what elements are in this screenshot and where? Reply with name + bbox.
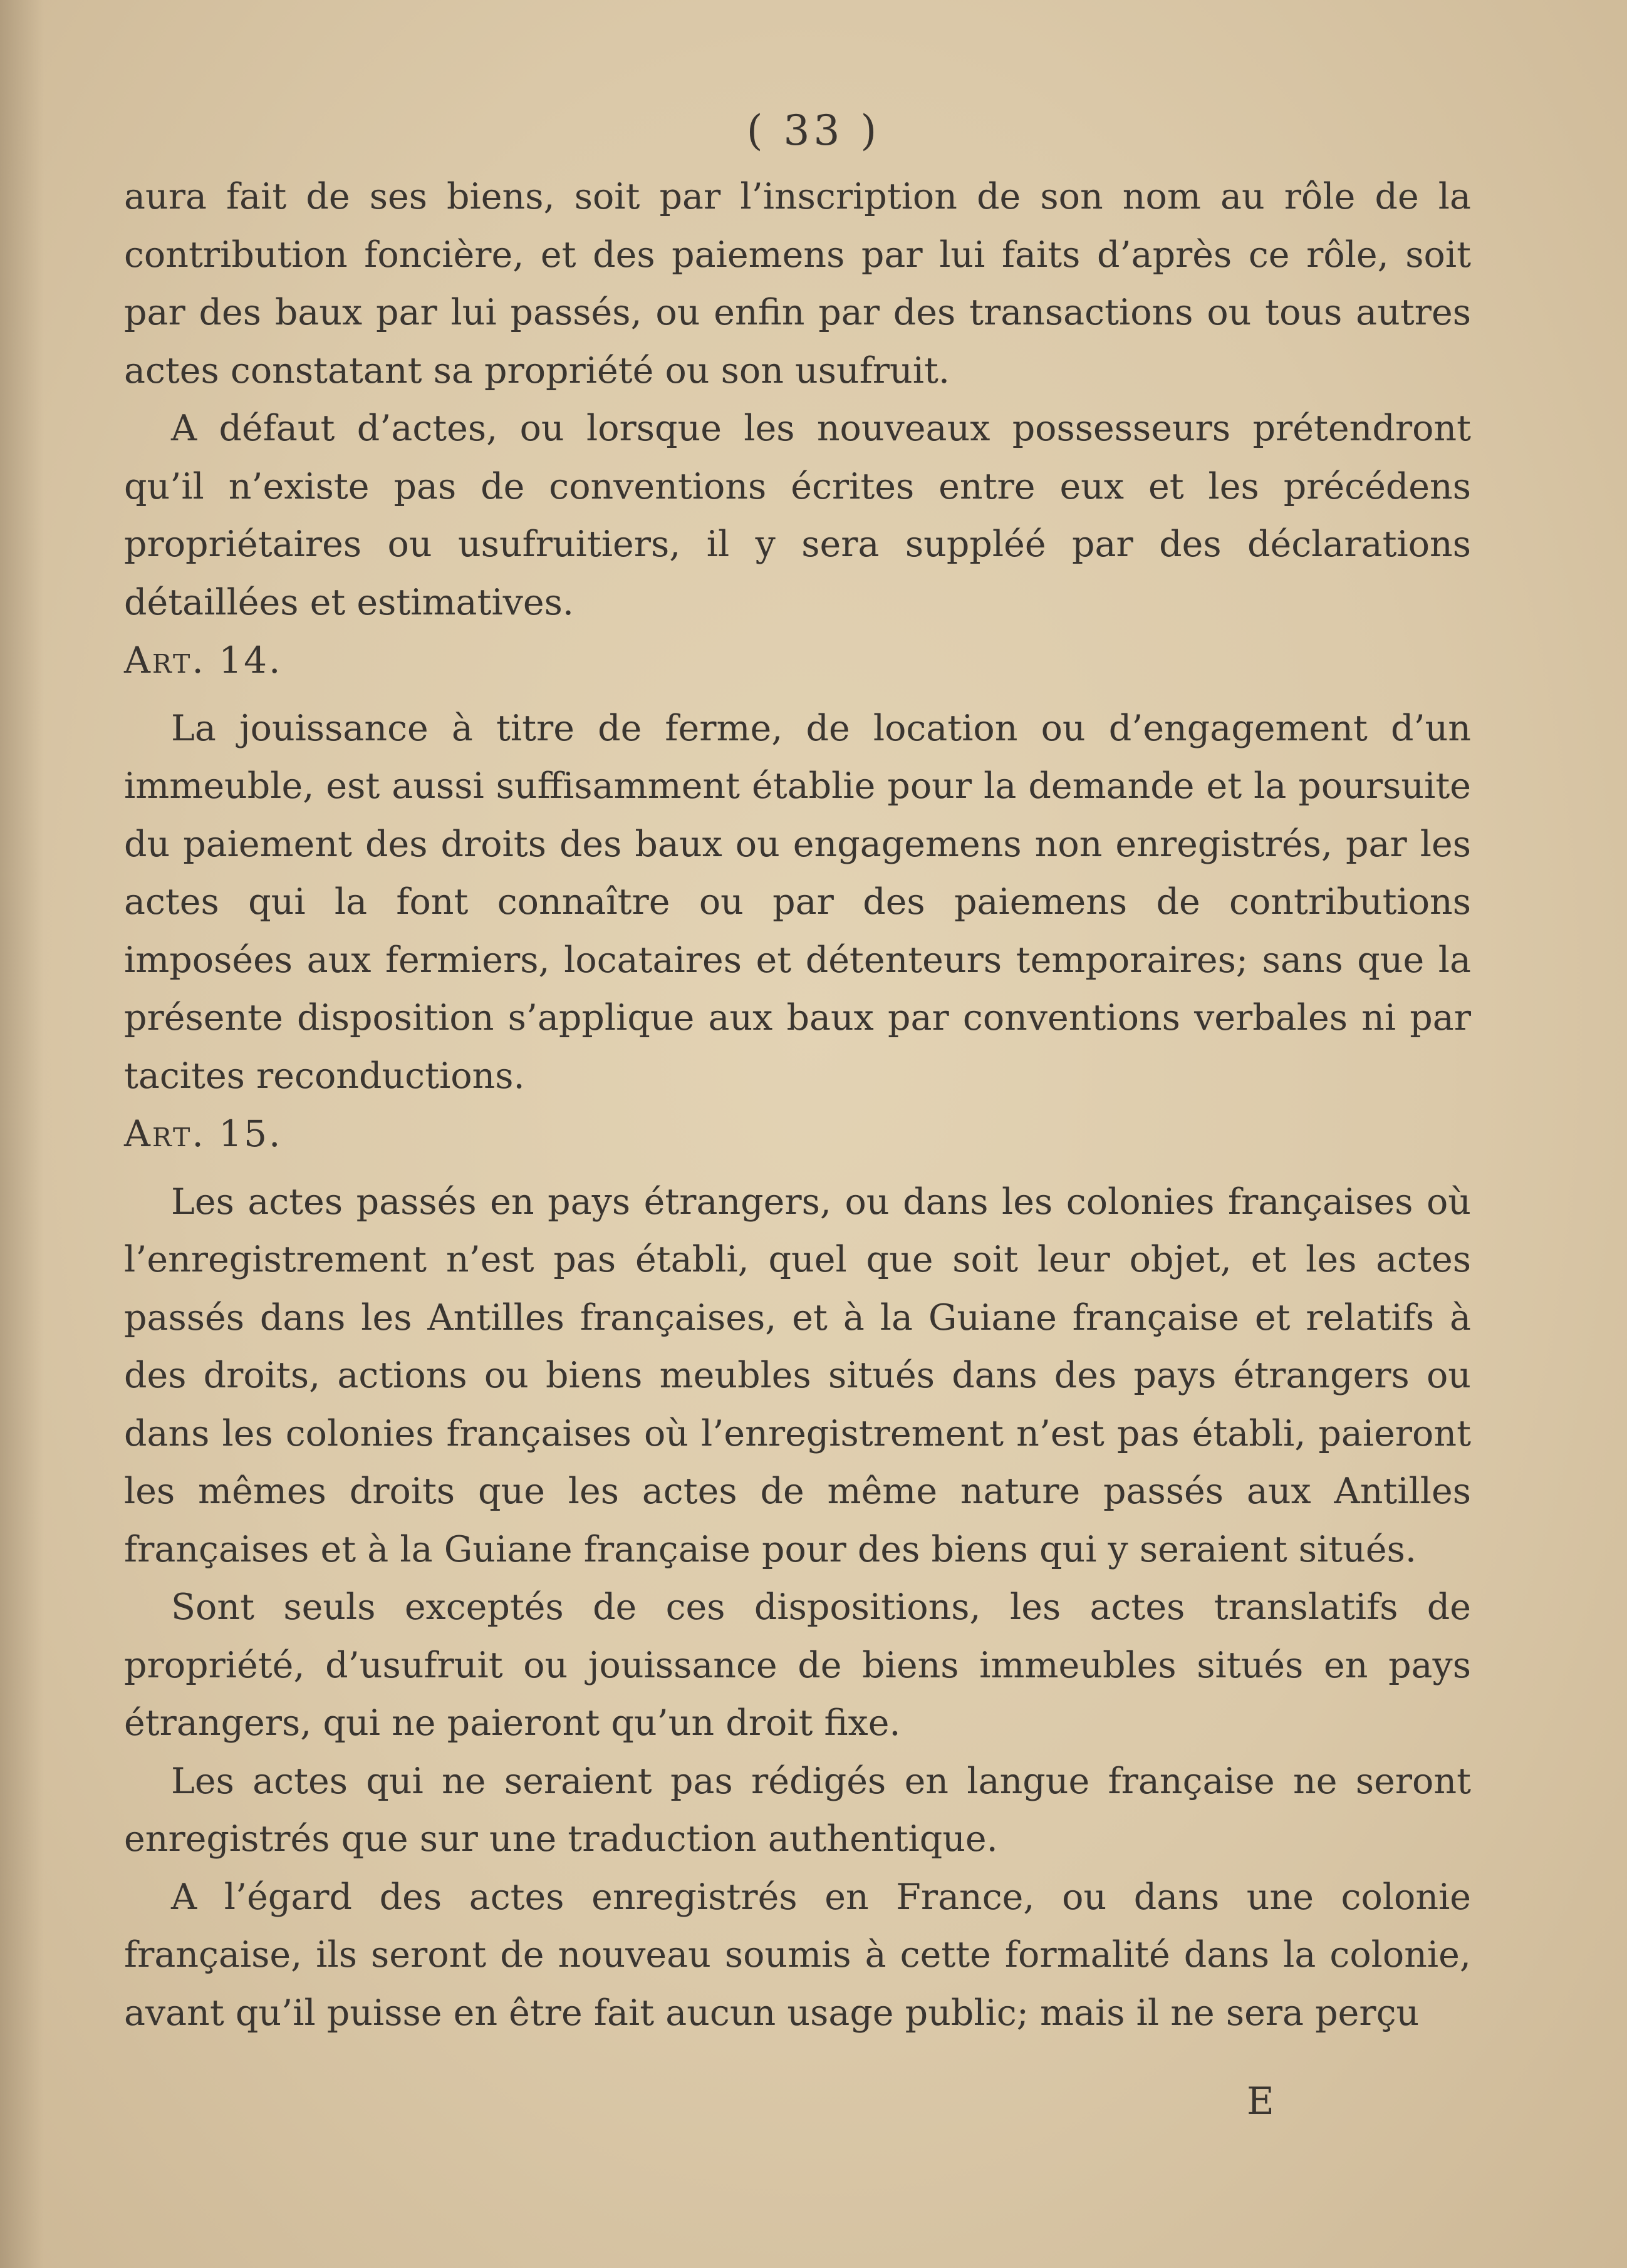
- spine-shadow: [0, 0, 44, 2268]
- paragraph: A défaut d’actes, ou lorsque les nouveaux possesseurs prétendront qu’il n’existe pas de conventions écrites entre eux et les précédens propriétaires ou usufruitiers, il y sera suppléé par des déclarations détaillées et estimatives.: [124, 408, 1471, 623]
- article-14-heading: Art. 14.: [124, 639, 283, 681]
- page-number: ( 33 ): [746, 106, 881, 155]
- article-15-heading: Art. 15.: [124, 1112, 283, 1155]
- paragraph: Les actes qui ne seraient pas rédigés en langue française ne seront enregistrés que sur une traduction authentique.: [124, 1760, 1471, 1860]
- paragraph-continuation: aura fait de ses biens, soit par l’inscription de son nom au rôle de la contribution foncière, et des paiemens par lui faits d’après ce rôle, soit par des baux par lui passés, ou enfin par des transactions ou tous autres actes constatant sa propriété ou son usufruit.: [124, 176, 1471, 391]
- paragraph: Les actes passés en pays étrangers, ou dans les colonies françaises où l’enregistrement n’est pas établi, quel que soit leur objet, et les actes passés dans les Antilles françaises, et à la Guiane française et relatifs à des droits, actions ou biens meubles situés dans des pays étrangers ou dans les colonies françaises où l’enregistrement n’est pas établi, paieront les mêmes droits que les actes de même nature passés aux Antilles françaises et à la Guiane française pour des biens qui y seraient situés.: [124, 1181, 1471, 1570]
- paragraph: A l’égard des actes enregistrés en France, ou dans une colonie française, ils seront de nouveau soumis à cette formalité dans la colonie, avant qu’il puisse en être fait aucun usage public; mais il ne sera perçu: [124, 1876, 1471, 2034]
- body-text: [124, 168, 1471, 2042]
- paragraph: Sont seuls exceptés de ces dispositions, les actes translatifs de propriété, d’usufruit ou jouissance de biens immeubles situés en pays étrangers, qui ne paieront qu’un droit fixe.: [124, 1587, 1471, 1744]
- paragraph: La jouissance à titre de ferme, de location ou d’engagement d’un immeuble, est aussi suffisamment établie pour la demande et la poursuite du paiement des droits des baux ou engagemens non enregistrés, par les actes qui la font connaître ou par des paiemens de contributions imposées aux fermiers, locataires et détenteurs temporaires; sans que la présente disposition s’applique aux baux par conventions verbales ni par tacites reconductions.: [124, 707, 1471, 1097]
- signature-mark: E: [1247, 2079, 1274, 2123]
